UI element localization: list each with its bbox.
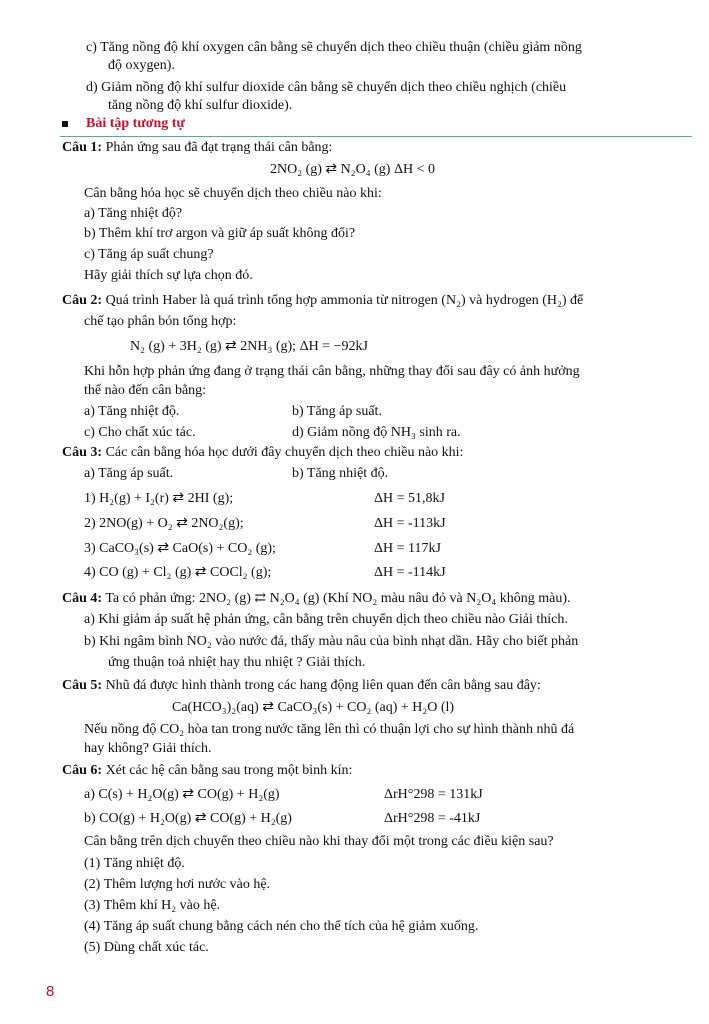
q6-item-3: (3) Thêm khí H₂ vào hệ.	[84, 898, 221, 913]
q6-text: Xét các hệ cân bằng sau trong một bình kín:	[105, 763, 353, 778]
q1-option-b: b) Thêm khí trơ argon và giữ áp suất không đổi?	[84, 226, 356, 241]
q6-dh-a: ΔrH°298 = 131kJ	[384, 787, 483, 802]
q4-option-a: a) Khi giảm áp suất hệ phản ứng, cân bằng trên chuyển dịch theo chiều nào Giải thích.	[84, 612, 568, 627]
q6-reaction-b: b) CO(g) + H₂O(g) ⇄ CO(g) + H₂(g)	[84, 811, 292, 826]
section-bullet-icon	[62, 121, 68, 127]
q2-line1	[62, 293, 583, 309]
q1-option-a: a) Tăng nhiệt độ?	[84, 206, 183, 221]
q4-text: Ta có phản ứng: 2NO₂ (g) ⇄ N₂O₄ (g) (Khí NO₂ màu nâu đỏ và N₂O₄ không màu).	[105, 591, 571, 606]
q6-ask: Cân bằng trên dịch chuyển theo chiều nào khi thay đổi một trong các điều kiện sau?	[84, 834, 554, 849]
q2-option-a: a) Tăng nhiệt độ.	[84, 404, 180, 419]
q2-equation: N₂ (g) + 3H₂ (g) ⇄ 2NH₃ (g); ΔH = −92kJ	[130, 339, 368, 354]
q4-option-b2: ứng thuận toả nhiệt hay thu nhiệt ? Giải thích.	[108, 655, 366, 670]
q3-reaction-1: 1) H₂(g) + I₂(r) ⇄ 2HI (g);	[84, 491, 234, 506]
q1-line	[62, 140, 332, 156]
q5-text: Nhũ đá được hình thành trong các hang động liên quan đến cân bằng sau đây:	[105, 678, 541, 693]
q1-option-c: c) Tăng áp suất chung?	[84, 247, 214, 262]
q2-text2: chế tạo phân bón tổng hợp:	[84, 314, 237, 329]
q2-option-c: c) Cho chất xúc tác.	[84, 425, 196, 440]
q5-line	[62, 678, 541, 694]
q3-reaction-4: 4) CO (g) + Cl₂ (g) ⇄ COCl₂ (g);	[84, 565, 272, 580]
intro-d-line1: d) Giảm nồng độ khí sulfur dioxide cân bằng sẽ chuyển dịch theo chiều nghịch (chiều	[86, 80, 567, 95]
q1-ask: Cân bằng hóa học sẽ chuyển dịch theo chiều nào khi:	[84, 186, 382, 201]
q2-ask1: Khi hỗn hợp phản ứng đang ở trạng thái cân bằng, những thay đổi sau đây có ảnh hưởng	[84, 364, 580, 379]
q6-item-4: (4) Tăng áp suất chung bằng cách nén cho thể tích của hệ giảm xuống.	[84, 919, 479, 934]
q6-reaction-a: a) C(s) + H₂O(g) ⇄ CO(g) + H₂(g)	[84, 787, 280, 802]
q1-text: Phản ứng sau đã đạt trạng thái cân bằng:	[105, 140, 333, 155]
q2-text1: Quá trình Haber là quá trình tổng hợp ammonia từ nitrogen (N₂) và hydrogen (H₂) để	[105, 293, 584, 308]
q5-label: Câu 5:	[62, 678, 103, 693]
q3-dh-3: ΔH = 117kJ	[374, 541, 441, 556]
q5-equation: Ca(HCO₃)₂(aq) ⇄ CaCO₃(s) + CO₂ (aq) + H₂O (l)	[172, 700, 455, 715]
q6-item-5: (5) Dùng chất xúc tác.	[84, 940, 209, 955]
q3-option-b: b) Tăng nhiệt độ.	[292, 466, 389, 481]
q2-option-d: d) Giảm nồng độ NH₃ sinh ra.	[292, 425, 461, 440]
q3-label: Câu 3:	[62, 445, 103, 460]
intro-c-line1: c) Tăng nồng độ khí oxygen cân bằng sẽ chuyển dịch theo chiều thuận (chiều giảm nồng	[86, 40, 582, 55]
section-divider	[60, 136, 692, 137]
q5-ask1: Nếu nồng độ CO₂ hòa tan trong nước tăng lên thì có thuận lợi cho sự hình thành nhũ đá	[84, 722, 575, 737]
q6-item-2: (2) Thêm lượng hơi nước vào hệ.	[84, 877, 271, 892]
q1-note: Hãy giải thích sự lựa chọn đó.	[84, 268, 253, 283]
q2-label: Câu 2:	[62, 293, 103, 308]
q4-label: Câu 4:	[62, 591, 103, 606]
q3-dh-2: ΔH = -113kJ	[374, 516, 446, 531]
q3-text: Các cân bằng hóa học dưới đây chuyển dịch theo chiều nào khi:	[105, 445, 464, 460]
q6-item-1: (1) Tăng nhiệt độ.	[84, 856, 185, 871]
q1-equation: 2NO₂ (g) ⇄ N₂O₄ (g) ΔH < 0	[270, 162, 435, 177]
q3-reaction-2: 2) 2NO(g) + O₂ ⇄ 2NO₂(g);	[84, 516, 244, 531]
q3-line	[62, 445, 463, 461]
q3-reaction-3: 3) CaCO₃(s) ⇄ CaO(s) + CO₂ (g);	[84, 541, 276, 556]
q2-option-b: b) Tăng áp suất.	[292, 404, 382, 419]
q6-line	[62, 763, 352, 779]
q2-ask2: thế nào đến cân bằng:	[84, 383, 207, 398]
page-number: 8	[46, 983, 55, 1000]
q1-label: Câu 1:	[62, 140, 103, 155]
q5-ask2: hay không? Giải thích.	[84, 741, 212, 756]
intro-c-line2: độ oxygen).	[108, 58, 175, 73]
intro-d-line2: tăng nồng độ khí sulfur dioxide).	[108, 98, 293, 113]
q3-option-a: a) Tăng áp suất.	[84, 466, 174, 481]
q4-option-b1: b) Khi ngâm bình NO₂ vào nước đá, thấy màu nâu của bình nhạt dần. Hãy cho biết phản	[84, 634, 579, 649]
q3-dh-1: ΔH = 51,8kJ	[374, 491, 445, 506]
q4-line	[62, 591, 571, 607]
q3-dh-4: ΔH = -114kJ	[374, 565, 446, 580]
q6-dh-b: ΔrH°298 = -41kJ	[384, 811, 481, 826]
section-title: Bài tập tương tự	[86, 116, 185, 131]
q6-label: Câu 6:	[62, 763, 103, 778]
